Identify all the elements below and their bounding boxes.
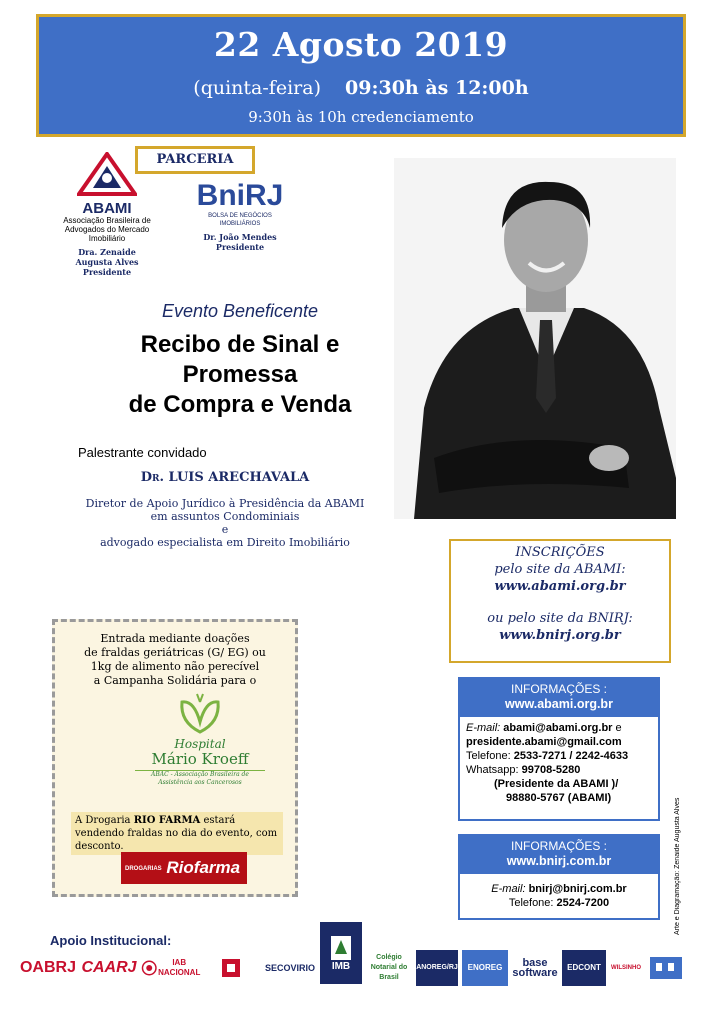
partnership-label: PARCERIA bbox=[135, 146, 255, 174]
abami-phone: 2533-7271 / 2242-4633 bbox=[513, 750, 629, 762]
registration-title: INSCRIÇÕES bbox=[515, 545, 605, 560]
pharmacy-note-post: estará vendendo fraldas no dia do evento, com desconto. bbox=[75, 815, 278, 852]
abami-whatsapp-2: 98880-5767 bbox=[506, 792, 565, 804]
credentials-time: 9:30h às 10h credenciamento bbox=[248, 108, 474, 126]
registration-bnirj-label: ou pelo site da BNIRJ: bbox=[487, 611, 633, 626]
registration-bnirj-link[interactable]: www.bnirj.org.br bbox=[499, 628, 621, 643]
edcont-logo: EDCONT bbox=[562, 950, 606, 986]
event-title-line: Recibo de Sinal e bbox=[140, 331, 340, 358]
email-label: E-mail: bbox=[466, 722, 501, 734]
donation-line: Entrada mediante doações bbox=[100, 632, 250, 645]
donation-line: a Campanha Solidária para o bbox=[93, 674, 257, 687]
event-hours: 09:30h às 12:00h bbox=[345, 77, 529, 99]
abami-president: Dra. Zenaide Augusta Alves bbox=[75, 247, 139, 267]
abami-logo-text: ABAMI bbox=[82, 200, 132, 217]
hospital-name-2: Mário Kroeff bbox=[151, 750, 249, 768]
riofarma-text: Riofarma bbox=[166, 858, 241, 877]
speaker-label: Palestrante convidado bbox=[78, 445, 207, 460]
registration-abami-link[interactable]: www.abami.org.br bbox=[494, 579, 626, 594]
event-weekday: (quinta-feira) bbox=[193, 77, 321, 99]
whatsapp-label: Whatsapp: bbox=[466, 764, 519, 776]
hospital-sub: ABAC - Associação Brasileira de Assistência aos Cancerosos bbox=[135, 770, 265, 787]
imb-emblem-icon bbox=[329, 934, 353, 962]
speaker-desc-line: Diretor de Apoio Jurídico à Presidência da ABAMI bbox=[85, 497, 365, 510]
abami-emblem-icon bbox=[77, 152, 137, 197]
info-bnirj-body bbox=[460, 874, 658, 914]
event-title bbox=[90, 330, 390, 420]
bnirj-logo bbox=[188, 180, 292, 260]
secovirio-logo: SECOVIRIO bbox=[264, 963, 315, 973]
info-bnirj-url[interactable]: www.bnirj.com.br bbox=[506, 854, 612, 868]
registration-box bbox=[449, 539, 671, 663]
donation-text bbox=[55, 632, 295, 688]
email-join: e bbox=[615, 722, 622, 734]
event-type: Evento Beneficente bbox=[161, 301, 319, 321]
speaker-desc-line: advogado especialista em Direito Imobiliário bbox=[100, 536, 350, 549]
donation-line: 1kg de alimento não perecível bbox=[90, 660, 260, 673]
info-abami-url[interactable]: www.abami.org.br bbox=[505, 697, 613, 711]
wilsinho-logo: WILSINHO bbox=[611, 965, 641, 971]
iab-logo bbox=[141, 950, 201, 986]
base-software-logo: base software bbox=[512, 957, 558, 979]
abami-whatsapp: 99708-5280 bbox=[521, 764, 581, 776]
info-box-bnirj bbox=[458, 834, 660, 920]
imb-logo-text: IMB bbox=[331, 961, 351, 972]
bnirj-email[interactable]: bnirj@bnirj.com.br bbox=[528, 883, 627, 895]
speaker-portrait-icon bbox=[394, 158, 676, 519]
bnirj-logo-text: BniRJ bbox=[196, 179, 284, 212]
speaker-name bbox=[60, 470, 390, 485]
butterfly-icon bbox=[170, 692, 230, 734]
oabrj-logo: OABRJ bbox=[19, 959, 76, 976]
event-banner bbox=[36, 14, 686, 137]
iab-seal-icon bbox=[141, 957, 157, 979]
bnirj-logo-sub: BOLSA DE NEGÓCIOS IMOBILIÁRIOS bbox=[208, 213, 272, 227]
bnirj-phone: 2524-7200 bbox=[556, 897, 610, 909]
bnirj-president-role: Presidente bbox=[215, 242, 265, 252]
info-bnirj-title: INFORMAÇÕES : bbox=[510, 839, 607, 853]
info-bnirj-header bbox=[460, 836, 658, 874]
bnirj-president: Dr. João Mendes bbox=[203, 232, 277, 242]
riofarma-logo bbox=[121, 852, 247, 884]
speaker-photo bbox=[394, 158, 676, 519]
info-abami-body bbox=[460, 717, 658, 809]
registration-abami-label: pelo site da ABAMI: bbox=[494, 562, 626, 577]
donation-box bbox=[52, 619, 298, 897]
whatsapp-note-2: (ABAMI) bbox=[567, 792, 612, 804]
anoreg-logo: ANOREG/RJ bbox=[416, 950, 458, 986]
abami-email[interactable]: abami@abami.org.br bbox=[503, 722, 613, 734]
speaker-fullname: LUIS ARECHAVALA bbox=[168, 470, 310, 485]
speaker-prefix: Dr. bbox=[140, 470, 164, 485]
phone-label: Telefone: bbox=[466, 750, 511, 762]
enoreg-logo: ENOREG bbox=[462, 950, 508, 986]
pharmacy-note bbox=[71, 812, 283, 855]
speaker-desc-line: em assuntos Condominiais bbox=[150, 510, 300, 523]
assoc-emblem-icon bbox=[220, 957, 242, 979]
abami-logo-sub: Associação Brasileira de Advogados do Mercado Imobiliário bbox=[63, 216, 151, 243]
design-credit: Arte e Diagramação: Zenaide Augusta Alves bbox=[674, 797, 681, 935]
phone-label: Telefone: bbox=[508, 897, 554, 909]
event-date: 22 Agosto 2019 bbox=[213, 25, 509, 64]
info-box-abami bbox=[458, 677, 660, 821]
riofarma-sub: DROGARIAS bbox=[125, 865, 162, 872]
building-icon bbox=[648, 953, 684, 983]
hospital-logo bbox=[135, 692, 265, 808]
colegio-notarial-logo: Colégio Notarial do Brasil bbox=[370, 954, 408, 981]
caarj-logo: CAARJ bbox=[81, 959, 137, 976]
info-abami-title: INFORMAÇÕES : bbox=[510, 682, 607, 696]
institutional-logo bbox=[646, 950, 686, 986]
speaker-description bbox=[55, 497, 395, 549]
event-title-line: de Compra e Venda bbox=[128, 391, 352, 418]
whatsapp-note: (Presidente da ABAMI )/ bbox=[494, 778, 619, 790]
hospital-name-1: Hospital bbox=[174, 737, 226, 751]
lawyers-assoc-logo bbox=[205, 950, 257, 986]
info-abami-header bbox=[460, 679, 658, 717]
speaker-desc-line: e bbox=[221, 523, 229, 536]
support-label: Apoio Institucional: bbox=[50, 933, 172, 948]
abami-president-role: Presidente bbox=[82, 267, 132, 277]
imb-logo bbox=[320, 922, 362, 984]
email-label: E-mail: bbox=[491, 883, 526, 895]
event-time bbox=[39, 77, 683, 99]
donation-line: de fraldas geriátricas (G/ EG) ou bbox=[84, 646, 266, 659]
pharmacy-note-pre: A Drogaria bbox=[75, 815, 134, 826]
event-title-line: Promessa bbox=[182, 361, 298, 388]
pharmacy-name: RIO FARMA bbox=[133, 815, 201, 826]
president-email[interactable]: presidente.abami@gmail.com bbox=[466, 736, 622, 748]
iab-logo-text: IAB NACIONAL bbox=[158, 958, 201, 977]
